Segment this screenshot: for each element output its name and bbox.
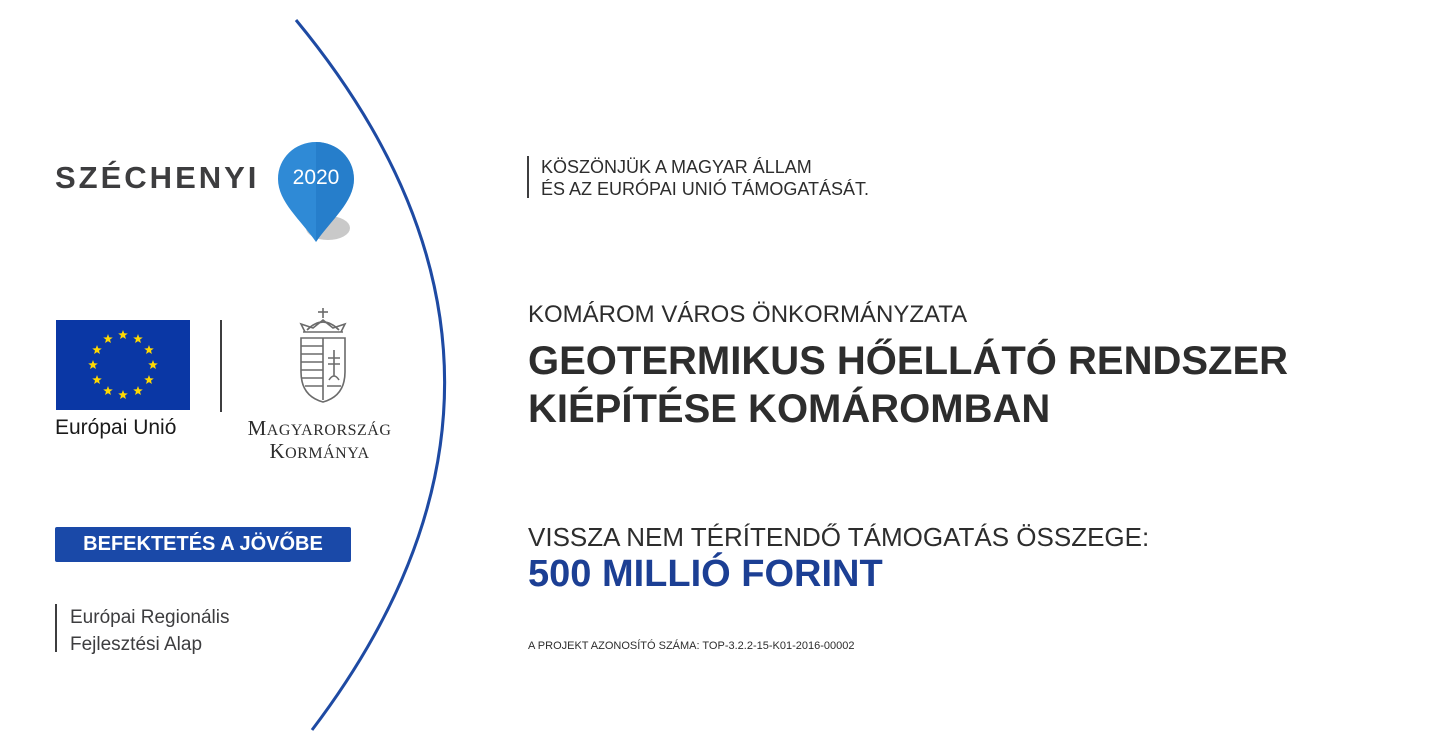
thanks-text — [541, 156, 869, 200]
eu-star — [103, 334, 113, 343]
eu-star — [92, 375, 102, 384]
fund-line-1: Európai Regionális — [70, 607, 230, 628]
eu-star — [92, 345, 102, 354]
eu-star — [88, 360, 98, 369]
eu-star — [133, 334, 143, 343]
eu-star — [148, 360, 158, 369]
szechenyi-wordmark: SZÉCHENYI — [55, 160, 260, 195]
project-title-line-2: KIÉPÍTÉSE KOMÁROMBAN — [528, 387, 1051, 431]
beneficiary-name: KOMÁROM VÁROS ÖNKORMÁNYZATA — [528, 301, 968, 328]
eu-star — [118, 390, 128, 399]
fund-line-2: Fejlesztési Alap — [70, 634, 203, 655]
fund-name — [70, 604, 230, 658]
eu-star — [133, 386, 143, 395]
project-title-line-1: GEOTERMIKUS HŐELLÁTÓ RENDSZER — [528, 339, 1289, 383]
hungarian-coat-of-arms-icon — [291, 306, 355, 406]
eu-star — [144, 345, 154, 354]
eu-star — [118, 330, 128, 339]
thanks-line-2: ÉS AZ EURÓPAI UNIÓ TÁMOGATÁSÁT. — [541, 179, 870, 199]
fund-bar — [55, 604, 57, 652]
eu-star — [103, 386, 113, 395]
szechenyi-year: 2020 — [292, 166, 340, 189]
project-title — [528, 337, 1408, 433]
eu-label: Európai Unió — [55, 416, 177, 439]
support-label: VISSZA NEM TÉRÍTENDŐ TÁMOGATÁS ÖSSZEGE: — [528, 522, 1150, 552]
logo-divider — [220, 320, 222, 412]
government-label: MAGYARORSZÁG KORMÁNYA — [247, 416, 392, 463]
eu-flag-icon — [56, 320, 190, 410]
szechenyi-pin-icon — [276, 138, 356, 248]
support-amount: 500 MILLIÓ FORINT — [528, 553, 883, 595]
thanks-bar — [527, 156, 529, 198]
thanks-line-1: KÖSZÖNJÜK A MAGYAR ÁLLAM — [541, 157, 812, 177]
slogan-badge: BEFEKTETÉS A JÖVŐBE — [55, 527, 351, 562]
eu-star — [144, 375, 154, 384]
project-id: A PROJEKT AZONOSÍTÓ SZÁMA: TOP-3.2.2-15-K01-2016-00002 — [528, 640, 855, 652]
